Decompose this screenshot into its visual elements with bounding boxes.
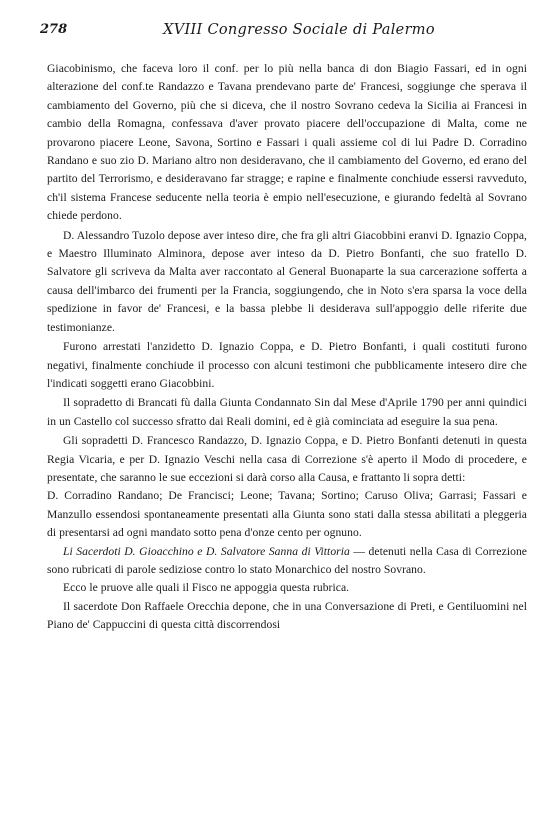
paragraph-7: [47, 543, 527, 580]
body-text: [47, 60, 527, 635]
paragraph-7-italic: Li Sacerdoti D. Gioacchino e D. Salvatore Sanna di Vittoria: [63, 544, 350, 558]
page-number: 278: [40, 22, 68, 37]
paragraph-9: Il sacerdote Don Raffaele Orecchia depone, che in una Conversazione di Preti, e Gentiluomini nel Piano de' Cappuccini di questa città discorrendosi: [47, 599, 527, 632]
paragraph-5: Gli sopradetti D. Francesco Randazzo, D. Ignazio Coppa, e D. Pietro Bonfanti detenuti in questa Regia Vicaria, e per D. Ignazio Veschi nella casa di Correzione s'è aperto il Modo di procedere, e presentate, che saranno le sue eccezioni si darà corso alla Causa, e frattanto li sopra detti:: [47, 434, 527, 484]
page-header: [40, 22, 518, 44]
paragraph-1: Giacobinismo, che faceva loro il conf. per lo più nella banca di don Biagio Fassari, ed in ogni alterazione del conf.te Randazzo e Tavana prendevano parte de' Francesi, soggiunge che sperava il cambiamento del Governo, più che si diceva, che il nostro Sovrano cedeva la Sicilia ai Francesi in cambio della Romagna, confessava d'aver provato piacere dell'occupazione di Malta, come ne provarono piacere Leone, Savona, Sortino e Fassari i quali assieme col di lui Padre D. Corradino Randano e suo zio D. Mariano altro non desideravano, che il cambiamento del Governo, ed erano del partito del Terrorismo, e desideravano far stragge; e rapine e finalmente conchiude essersi ravveduto, ch'il sistema Francese seducente nella teoria è empio nell'esecuzione, e giurando fedeltà al Sovrano chiede perdono.: [47, 62, 527, 223]
running-title: XVIII Congresso Sociale di Palermo: [163, 22, 435, 38]
paragraph-6-names: D. Corradino Randano; De Francisci; Leone; Tavana; Sortino; Caruso Oliva; Garrasi; Fassari e Manzullo essendosi spontaneamente presentati alla Giunta sono stati dalla stessa abilitati a pleggeria di presentarsi ad ogni mandato sotto pena d'onze cento per ognuno.: [47, 489, 527, 540]
paragraph-4: Il sopradetto di Brancati fù dalla Giunta Condannato Sin dal Mese d'Aprile 1790 per anni quindici in un Castello col successo sfratto dai Reali domini, ed è già cominciata ad eseguire la sua pena.: [47, 396, 527, 428]
paragraph-8: Ecco le pruove alle quali il Fisco ne appoggia questa rubrica.: [63, 581, 350, 595]
paragraph-3: Furono arrestati l'anzidetto D. Ignazio Coppa, e D. Pietro Bonfanti, i quali costituti furono negativi, finalmente conchiude il processo con alcuni testimoni che pubblicamente intesero dire che l'indicati soggetti erano Giacobbini.: [47, 340, 527, 390]
paragraph-7-rest: — detenuti nella Casa di Correzione sono rubricati di parole sediziose contro lo stato Monarchico del nostro Sovrano.: [47, 544, 527, 576]
paragraph-2: D. Alessandro Tuzolo depose aver inteso dire, che fra gli altri Giacobbini eranvi D. Ignazio Coppa, e Maestro Illuminato Alminora, depose aver inteso da D. Pietro Bonfanti, che suo fratello D. Salvatore gli scriveva da Malta aver raccontato al General Buonaparte la sua carcerazione sofferta a causa dell'imbarco dei frumenti per la Francia, soggiungendo, che in Noto s'era sparsa la voce della spedizione in favor de' Francesi, e la bassa plebbe li desiderava sull'appoggio delle riferite due testimonianze.: [47, 228, 527, 334]
